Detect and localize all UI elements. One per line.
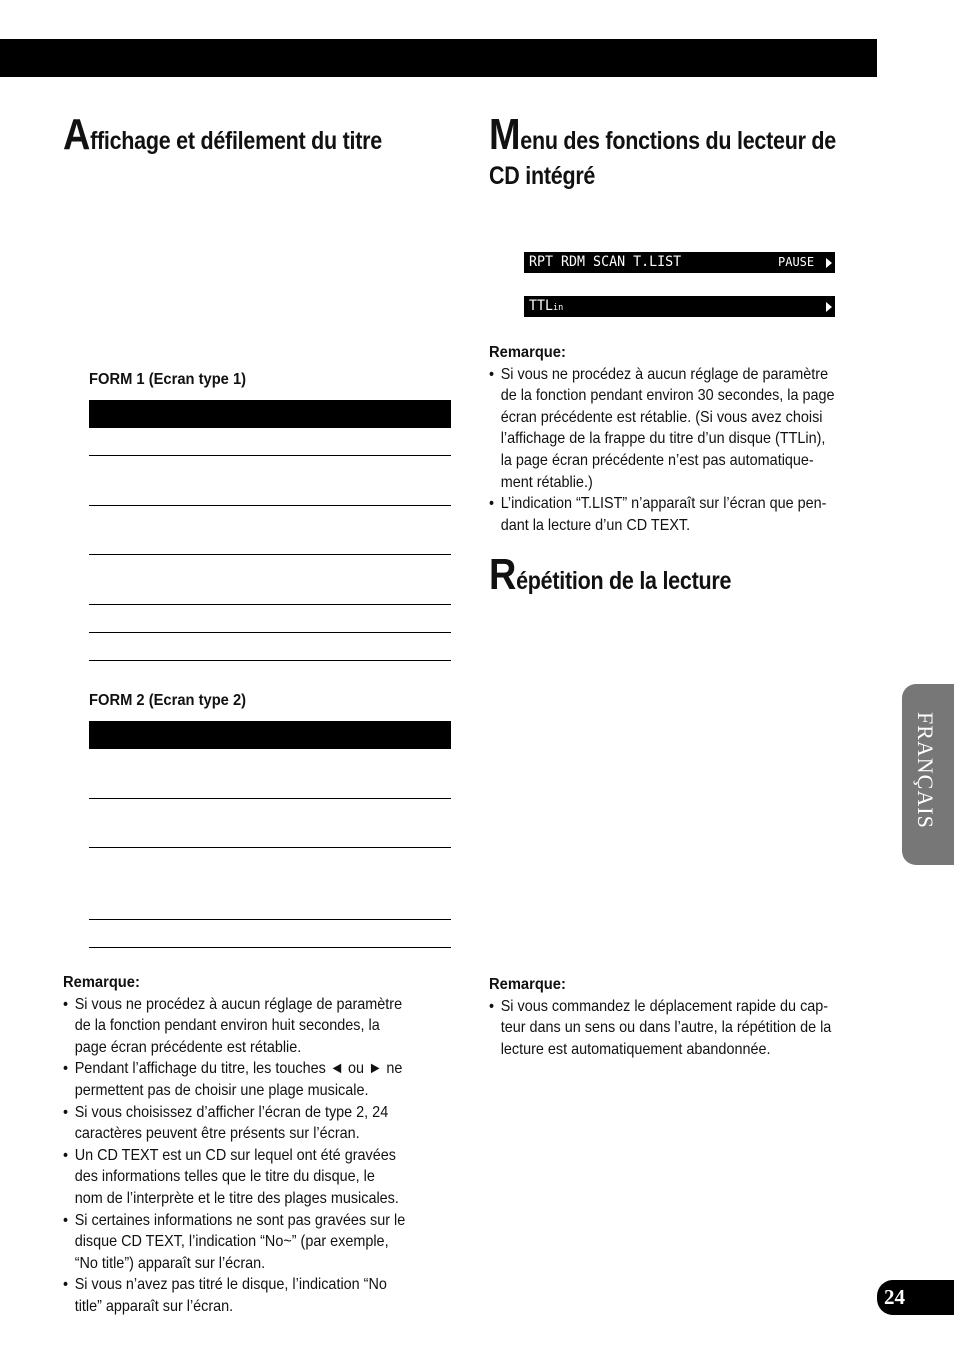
remark-line: disque CD TEXT, l’indication “No~” (par exemple, (74, 1233, 389, 1251)
heading-text: épétition de la lecture (516, 567, 732, 595)
remark-line: page écran précédente est rétablie. (74, 1038, 302, 1056)
heading-title-display (63, 110, 382, 159)
form1-table-rule (89, 554, 451, 555)
remark-title: Remarque: (489, 976, 566, 993)
remark-line: permettent pas de choisir une plage musicale. (74, 1081, 369, 1099)
remark-item (63, 1058, 405, 1101)
heading-repeat-play (489, 550, 732, 599)
language-tab (902, 684, 954, 865)
right-remark-2 (489, 974, 869, 1060)
form2-table-rule (89, 919, 451, 920)
form1-table-rule (89, 505, 451, 506)
lcd-text: RPT RDM SCAN T.LIST (529, 254, 682, 270)
header-bar (0, 39, 877, 77)
remark-line: de la fonction pendant environ 30 secondes, la page (500, 387, 835, 405)
page-number: 24 (884, 1285, 905, 1309)
remark-line: caractères peuvent être présents sur l’écran. (74, 1125, 360, 1143)
remark-line: • Si certaines informations ne sont pas gravées sur le (74, 1211, 406, 1229)
form2-table-rule (89, 798, 451, 799)
left-remark (63, 972, 443, 1318)
lcd-main-text: TTL (529, 298, 554, 314)
form1-label: FORM 1 (Ecran type 1) (89, 371, 247, 388)
heading-text: ffichage et défilement du titre (90, 127, 382, 155)
remark-list (489, 364, 873, 537)
heading-initial: M (489, 110, 521, 159)
remark-line: “No title”) apparaît sur l’écran. (74, 1254, 266, 1272)
heading-text: CD intégré (489, 162, 596, 190)
form1-table-rule (89, 632, 451, 633)
remark-line: • Si vous choisissez d’afficher l’écran de type 2, 24 (74, 1103, 389, 1121)
heading-cd-menu (489, 110, 837, 194)
heading-text: enu des fonctions du lecteur de (520, 127, 837, 155)
form1-table-header (89, 400, 451, 428)
remark-line: • Pendant l’affichage du titre, les touches ◄ ou ► ne (74, 1060, 403, 1078)
remark-line: • L’indication “T.LIST” n’apparaît sur l’écran que pen- (500, 495, 827, 513)
form1-table-rule (89, 660, 451, 661)
remark-item (489, 493, 835, 536)
remark-line: • Si vous n’avez pas titré le disque, l’indication “No (74, 1276, 387, 1294)
remark-line: • Si vous ne procédez à aucun réglage de paramètre (74, 995, 403, 1013)
remark-line: de la fonction pendant environ huit secondes, la (74, 1017, 380, 1035)
lcd-display-function-menu (524, 252, 835, 273)
remark-item (63, 1145, 405, 1210)
right-remark-1 (489, 342, 873, 536)
remark-line: ment rétablie.) (500, 473, 593, 491)
remark-line: • Si vous commandez le déplacement rapide du cap- (500, 997, 829, 1015)
heading-initial: A (63, 110, 91, 159)
right-arrow-icon (826, 302, 832, 312)
remark-line: title” apparaît sur l’écran. (74, 1297, 234, 1315)
form2-table-header (89, 721, 451, 749)
remark-item (489, 996, 831, 1061)
language-label: FRANÇAIS (913, 712, 938, 829)
form2-table-rule (89, 847, 451, 848)
right-arrow-icon (826, 258, 832, 268)
lcd-pause-label: PAUSE (778, 255, 815, 269)
remark-title: Remarque: (489, 344, 566, 361)
lcd-sub-text: in (553, 303, 564, 313)
remark-list (63, 994, 443, 1318)
remark-line: l’affichage de la frappe du titre d’un disque (TTLin), (500, 430, 826, 448)
remark-line: écran précédente est rétablie. (Si vous avez choisi (500, 408, 823, 426)
remark-list (489, 996, 869, 1061)
remark-item (63, 1102, 405, 1145)
form1-table-rule (89, 604, 451, 605)
remark-line: teur dans un sens ou dans l’autre, la répétition de la (500, 1019, 832, 1037)
remark-title: Remarque: (63, 974, 140, 991)
remark-line: des informations telles que le titre du disque, le (74, 1168, 375, 1186)
remark-item (63, 994, 405, 1059)
remark-line: • Si vous ne procédez à aucun réglage de paramètre (500, 365, 829, 383)
page-number-badge (877, 1280, 954, 1315)
remark-item (489, 364, 835, 494)
heading-initial: R (489, 550, 517, 599)
form1-table-rule (89, 455, 451, 456)
remark-line: lecture est automatiquement abandonnée. (500, 1040, 771, 1058)
remark-line: dant la lecture d’un CD TEXT. (500, 516, 691, 534)
remark-line: • Un CD TEXT est un CD sur lequel ont été gravées (74, 1146, 396, 1164)
remark-item (63, 1210, 405, 1275)
remark-line: la page écran précédente n’est pas automatique- (500, 451, 814, 469)
lcd-text (529, 296, 563, 319)
remark-line: nom de l’interprète et le titre des plages musicales. (74, 1189, 399, 1207)
remark-item (63, 1274, 405, 1317)
form2-label: FORM 2 (Ecran type 2) (89, 692, 247, 709)
form2-table-rule (89, 947, 451, 948)
lcd-display-title-input (524, 296, 835, 317)
